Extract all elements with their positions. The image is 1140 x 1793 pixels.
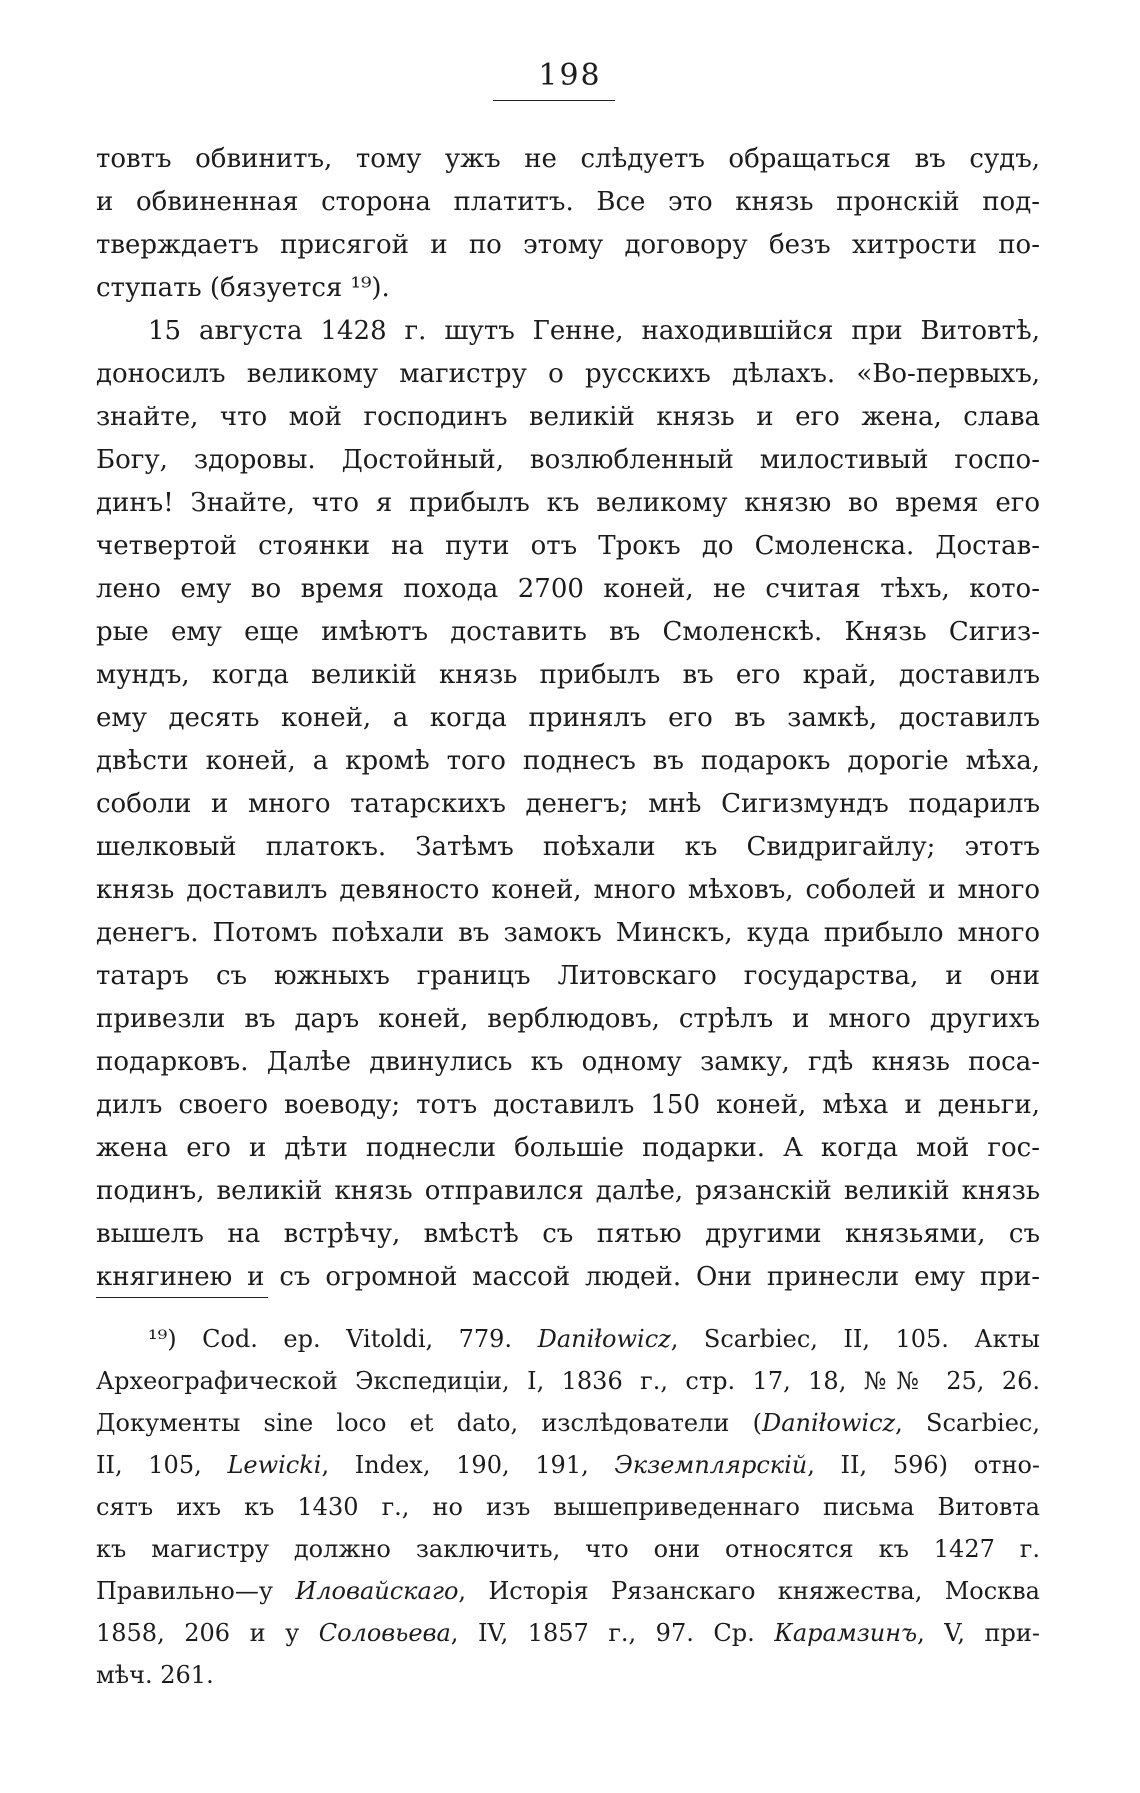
author-name: Карамзинъ: [774, 1619, 918, 1647]
text-line: четвертой стоянки на пути отъ Трокъ до Смоленска. Достав-: [96, 531, 1040, 561]
footnote-text: , Scarbiec, II, 105. Акты: [670, 1325, 1040, 1353]
footnote-text: Документы sine loco et dato, изслѣдователи (: [96, 1409, 762, 1437]
page-number: 198: [538, 58, 602, 93]
text-line: 15 августа 1428 г. шутъ Генне, находившійся при Витовтѣ,: [148, 316, 1040, 346]
text-line: татаръ съ южныхъ границъ Литовскаго государства, и они: [96, 961, 1040, 991]
text-line: шелковый платокъ. Затѣмъ поѣхали къ Свидригайлу; этотъ: [96, 832, 1040, 862]
text-line: привезли въ даръ коней, верблюдовъ, стрѣлъ и много другихъ: [96, 1004, 1040, 1034]
footnote-text: , Index, 190, 191,: [321, 1451, 589, 1479]
text-line: динъ! Знайте, что я прибылъ къ великому князю во время его: [96, 488, 1040, 518]
text-line: мундъ, когда великій князь прибылъ въ его край, доставилъ: [96, 660, 1040, 690]
text-line: лено ему во время похода 2700 коней, не считая тѣхъ, кото-: [96, 574, 1040, 604]
author-name: Экземплярскій: [614, 1451, 808, 1479]
footnote-marker: ¹⁹): [148, 1325, 177, 1353]
text-line: соболи и много татарскихъ денегъ; мнѣ Сигизмундъ подарилъ: [96, 789, 1040, 819]
footnote-line: сятъ ихъ къ 1430 г., но изъ вышеприведеннаго письма Витовта: [96, 1493, 1040, 1521]
footnote-line: Археографической Экспедиціи, I, 1836 г., стр. 17, 18, №№ 25, 26.: [96, 1367, 1040, 1395]
text-line: и обвиненная сторона платитъ. Все это князь пронскій под-: [96, 187, 1040, 217]
text-line: ему десять коней, а когда принялъ его въ замкѣ, доставилъ: [96, 703, 1040, 733]
text-line: доносилъ великому магистру о русскихъ дѣлахъ. «Во-первыхъ,: [96, 359, 1040, 389]
footnote-text: 1858, 206 и у: [96, 1619, 300, 1647]
text-line: ступать (бязуется ¹⁹).: [96, 273, 390, 303]
text-line: вышелъ на встрѣчу, вмѣстѣ съ пятью другими князьями, съ: [96, 1219, 1040, 1249]
footnote-line: [96, 1570, 1040, 1612]
text-line: товтъ обвинитъ, тому ужъ не слѣдуетъ обращаться въ судъ,: [96, 144, 1040, 174]
text-line: денегъ. Потомъ поѣхали въ замокъ Минскъ, куда прибыло много: [96, 918, 1040, 948]
text-line: подинъ, великій князь отправился далѣе, рязанскій великій князь: [96, 1176, 1040, 1206]
footnote-rule: [96, 1297, 268, 1298]
text-line: жена его и дѣти поднесли большіе подарки. А когда мой гос-: [96, 1133, 1040, 1163]
author-name: Daniłowicz: [537, 1325, 671, 1353]
footnote-text: , IV, 1857 г., 97. Ср.: [450, 1619, 755, 1647]
footnote: [96, 1318, 1040, 1696]
footnote-line: мѣч. 261.: [96, 1661, 214, 1689]
footnote-line: [96, 1444, 1040, 1486]
text-line: князь доставилъ девяносто коней, много мѣховъ, соболей и много: [96, 875, 1040, 905]
footnote-text: , II, 596) отно-: [807, 1451, 1040, 1479]
page-number-rule: [493, 100, 615, 101]
footnote-line: [96, 1612, 1040, 1654]
text-line: княгинею и съ огромной массой людей. Они принесли ему при-: [96, 1262, 1040, 1292]
text-line: рые ему еще имѣютъ доставить въ Смоленскѣ. Князь Сигиз-: [96, 617, 1040, 647]
footnote-text: Правильно—у: [96, 1577, 273, 1605]
text-line: Богу, здоровы. Достойный, возлюбленный милостивый госпо-: [96, 445, 1040, 475]
text-line: знайте, что мой господинъ великій князь и его жена, слава: [96, 402, 1040, 432]
text-line: тверждаетъ присягой и по этому договору безъ хитрости по-: [96, 230, 1040, 260]
footnote-line: [96, 1318, 1040, 1360]
footnote-text: , Исторія Рязанскаго княжества, Москва: [458, 1577, 1040, 1605]
text-line: подарковъ. Далѣе двинулись къ одному замку, гдѣ князь поса-: [96, 1047, 1040, 1077]
author-name: Иловайскаго: [295, 1577, 459, 1605]
text-line: дилъ своего воеводу; тотъ доставилъ 150 коней, мѣха и деньги,: [96, 1090, 1040, 1120]
footnote-text: , V, при-: [917, 1619, 1040, 1647]
author-name: Lewicki: [227, 1451, 322, 1479]
footnote-text: II, 105,: [96, 1451, 202, 1479]
footnote-text: , Scarbiec,: [895, 1409, 1040, 1437]
author-name: Соловьева: [318, 1619, 451, 1647]
footnote-line: къ магистру должно заключить, что они относятся къ 1427 г.: [96, 1535, 1040, 1563]
text-line: двѣсти коней, а кромѣ того поднесъ въ подарокъ дорогіе мѣха,: [96, 746, 1040, 776]
author-name: Daniłowicz: [761, 1409, 896, 1437]
footnote-text: Cod. ep. Vitoldi, 779.: [202, 1325, 513, 1353]
footnote-line: [96, 1402, 1040, 1444]
body-text: [96, 138, 1040, 1299]
